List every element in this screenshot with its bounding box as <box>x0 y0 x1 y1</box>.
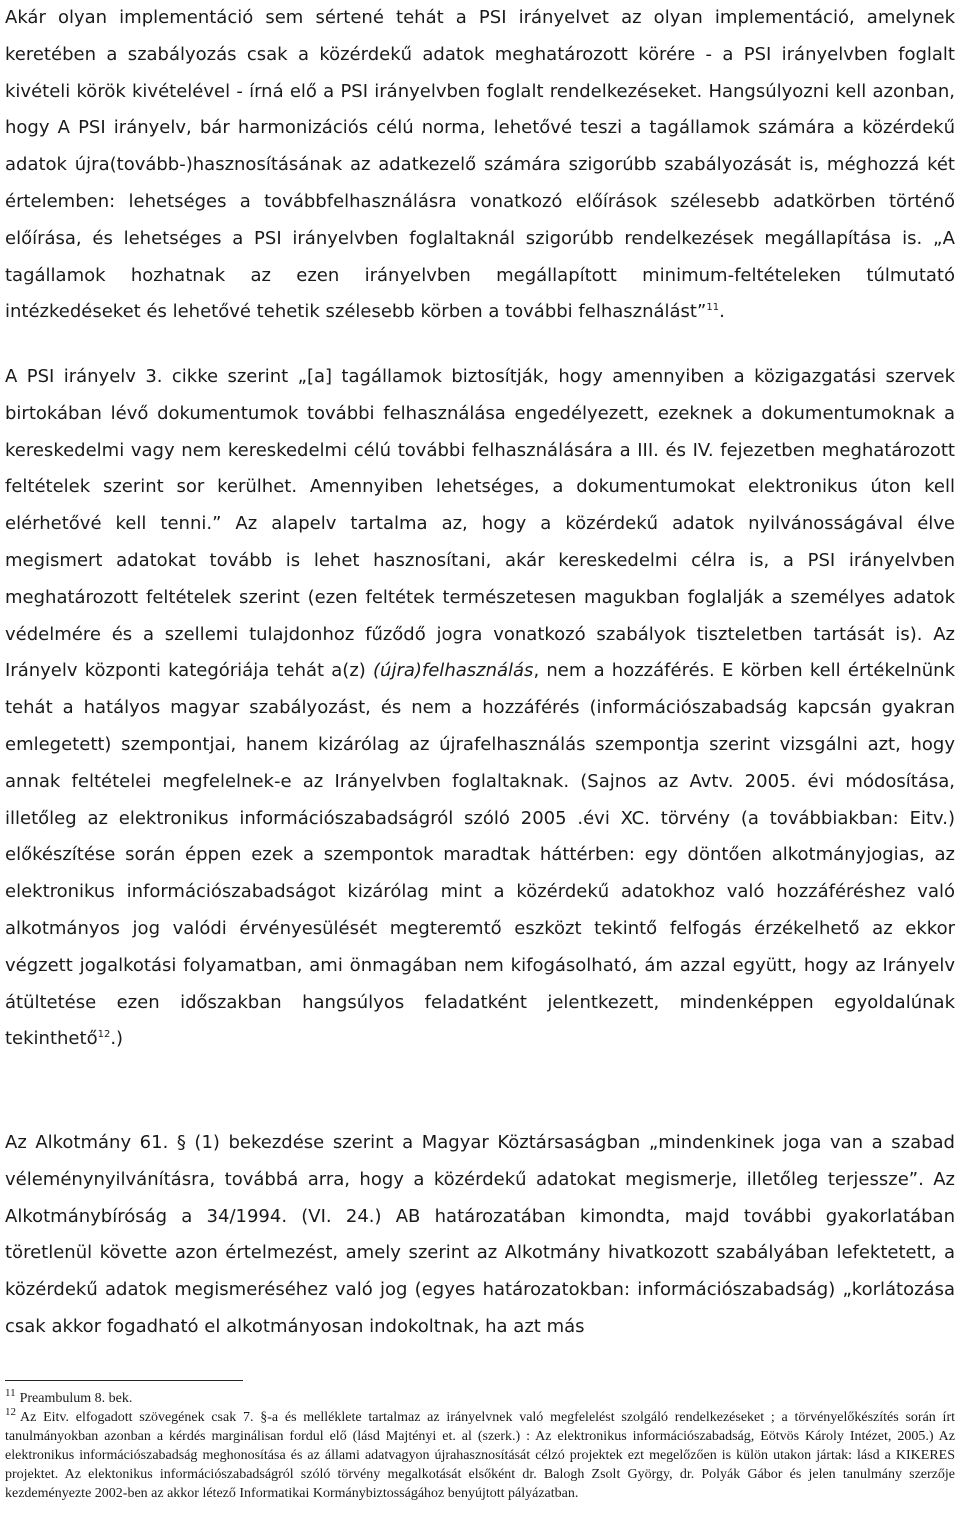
paragraph-2 <box>5 359 955 1058</box>
paragraph-text: . <box>719 301 725 323</box>
footnote-12-mark: 12 <box>5 1406 16 1419</box>
paragraph-text: Az Alkotmány 61. § (1) bekezdése szerint a Magyar Köztársaságban „mindenkinek joga van a szabad véleménynyilvánításra, továbbá arra, hogy a közérdekű adatokat megismerje, illetőleg terjessze”. Az Alkotmánybíróság a 34/1994. (VI. 24.) AB határozatában kimondta, majd további gyakorlatában töretlenül követte azon értelmezést, amely szerint az Alkotmány hivatkozott szabályában lefektetett, a közérdekű adatok megismeréséhez való jog (egyes határozatokban: információszabadság) „korlátozása csak akkor fogadható el alkotmányosan indokoltnak, ha azt más <box>5 1132 955 1337</box>
emphasis-text: (újra)felhasználás <box>373 660 534 682</box>
paragraph-text: .) <box>110 1028 124 1050</box>
footnote-11-text: Preambulum 8. bek. <box>19 1391 133 1406</box>
paragraph-3 <box>5 1125 955 1346</box>
document-page <box>5 0 955 1529</box>
footnote-reference: 12 <box>97 1029 111 1041</box>
footnote-11-mark: 11 <box>5 1387 16 1400</box>
footnote-reference: 11 <box>706 302 720 314</box>
paragraph-text: , nem a hozzáférés. E körben kell értékelnünk tehát a hatályos magyar szabályozást, és nem a hozzáférés (információszabadság kapcsán gyakran emlegetett) szempontjai, hanem kizárólag az újrafelhasználás szempontja szerint vizsgálni azt, hogy annak feltételei megfelelnek-e az Irányelvben foglaltaknak. (Sajnos az Avtv. 2005. évi módosítása, illetőleg az elektronikus információszabadságról szóló 2005 .évi XC. törvény (a továbbiakban: Eitv.) előkészítése során éppen ezek a szempontok maradtak háttérben: egy döntően alkotmányjogias, az elektronikus információszabadságot kizárólag mint a közérdekű adatokhoz való hozzáféréshez való alkotmányos jog valódi érvényesülését megteremtő eszközt tekintő felfogás érzékelhető az ekkor végzett jogalkotási folyamatban, ami önmagában nem kifogásolható, ám azzal együtt, hogy az Irányelv átültetése ezen időszakban hangsúlyos feladatként jelentkezett, mindenképpen egyoldalúnak tekinthető <box>5 660 955 1050</box>
footnote-11 <box>5 1389 955 1408</box>
footnote-separator <box>5 1380 243 1381</box>
paragraph-text: Akár olyan implementáció sem sértené tehát a PSI irányelvet az olyan implementáció, amelynek keretében a szabályozás csak a közérdekű adatok meghatározott körére - a PSI irányelvben foglalt kivételi körök kivételével - írná elő a PSI irányelvben foglalt rendelkezéseket. Hangsúlyozni kell azonban, hogy A PSI irányelv, bár harmonizációs célú norma, lehetővé teszi a tagállamok számára a közérdekű adatok újra(tovább-)hasznosításának az adatkezelő számára szigorúbb szabályozását is, méghozzá két értelemben: lehetséges a továbbfelhasználásra vonatkozó előírások szélesebb adatkörben történő előírása, és lehetséges a PSI irányelvben foglaltaknál szigorúbb rendelkezések megállapítása is. „A tagállamok hozhatnak az ezen irányelvben megállapított minimum-feltételeken túlmutató intézkedéseket és lehetővé tehetik szélesebb körben a további felhasználást” <box>5 7 955 323</box>
paragraph-text: A PSI irányelv 3. cikke szerint „[a] tagállamok biztosítják, hogy amennyiben a közigazgatási szervek birtokában lévő dokumentumok további felhasználása engedélyezett, ezeknek a dokumentumoknak a kereskedelmi vagy nem kereskedelmi célú további felhasználására a III. és IV. fejezetben meghatározott feltételek szerint sor kerülhet. Amennyiben lehetséges, a dokumentumokat elektronikus úton kell elérhetővé kell tenni.” Az alapelv tartalma az, hogy a közérdekű adatok nyilvánosságával élve megismert adatokat tovább is lehet hasznosítani, akár kereskedelmi célra is, a PSI irányelvben meghatározott feltételek szerint (ezen feltétek természetesen magukban foglalják a személyes adatok védelmére és a szellemi tulajdonhoz fűződő jogra vonatkozó szabályok tiszteletben tartását is). Az Irányelv központi kategóriája tehát a(z) <box>5 366 955 682</box>
footnotes <box>5 1389 955 1503</box>
paragraph-1 <box>5 0 955 331</box>
footnote-12 <box>5 1408 955 1503</box>
footnote-12-text: Az Eitv. elfogadott szövegének csak 7. §-a és melléklete tartalmaz az irányelvnek való megfelelést szolgáló rendelkezéseket ; a törvényelőkészítés során írt tanulmányokban azonban a kérdés marginálisan fordul elő (lásd Majtényi et. al (szerk.) : Az elektronikus információszabadság, Eötvös Károly Intézet, 2005.) Az elektronikus információszabadság meghonosítása és az állami adatvagyon újrahasznosítását célzó projektek ezt megelőzően is külön utakon jártak: lásd a KIKERES projektet. Az elektonikus információszabadságról szóló törvény megalkotását elsőként dr. Balogh Zsolt György, dr. Polyák Gábor és jelen tanulmány szerzője kezdeményezte 2002-ben az akkor létező Informatikai Kormánybiztosságához benyújtott pályázatban. <box>5 1410 955 1501</box>
